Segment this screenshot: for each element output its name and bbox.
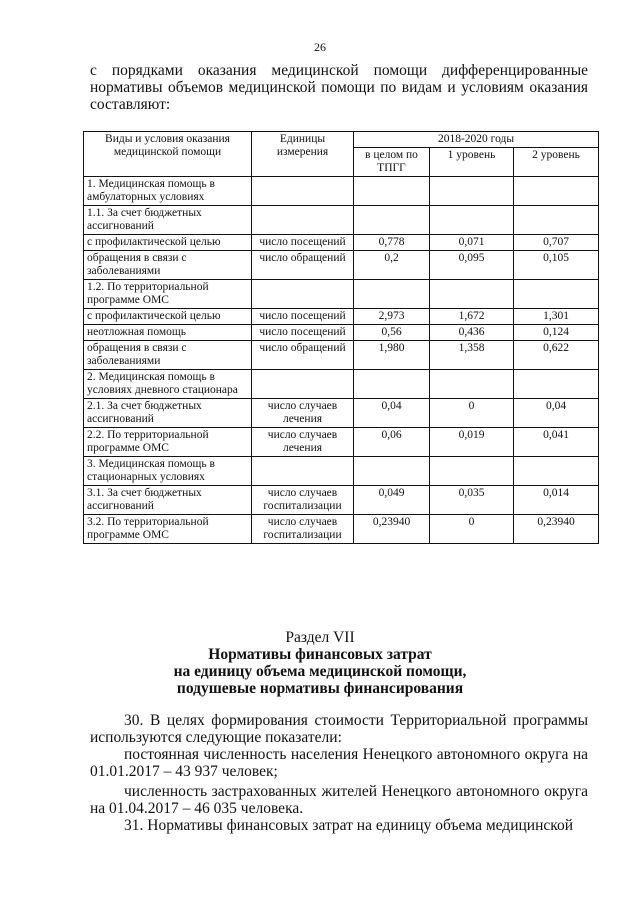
paragraph-31: 31. Нормативы финансовых затрат на единицу объема медицинской xyxy=(124,817,574,834)
section-title-line-1: Нормативы финансовых затрат xyxy=(208,646,432,663)
row-label: обращения в связи с заболеваниями xyxy=(84,341,252,370)
row-total xyxy=(354,206,430,235)
table-row xyxy=(84,177,599,206)
row-level1: 1,358 xyxy=(430,341,514,370)
table-row xyxy=(84,206,599,235)
row-label: 2.1. За счет бюджетных ассигнований xyxy=(84,399,252,428)
row-unit xyxy=(252,370,354,399)
row-unit: число обращений xyxy=(252,251,354,280)
header-type: Виды и условия оказания медицинской помощи xyxy=(84,132,252,177)
row-level1: 0,071 xyxy=(430,235,514,251)
header-period: 2018-2020 годы xyxy=(354,132,599,148)
header-total: в целом по ТПГГ xyxy=(354,148,430,177)
row-unit: число посещений xyxy=(252,235,354,251)
row-total: 0,2 xyxy=(354,251,430,280)
intro-paragraph: с порядками оказания медицинской помощи дифференцированные нормативы объемов медицинской помощи по видам и условиям оказания составляют: xyxy=(90,62,588,113)
row-label: неотложная помощь xyxy=(84,325,252,341)
table-row xyxy=(84,515,599,544)
section-number: Раздел VII xyxy=(285,629,355,646)
table-row xyxy=(84,280,599,309)
row-total: 0,06 xyxy=(354,428,430,457)
row-level1: 0,095 xyxy=(430,251,514,280)
section-heading xyxy=(0,629,640,697)
row-total xyxy=(354,457,430,486)
table-row xyxy=(84,457,599,486)
row-label: 2. Медицинская помощь в условиях дневного стационара xyxy=(84,370,252,399)
row-level1: 0 xyxy=(430,515,514,544)
row-level2: 0,622 xyxy=(514,341,599,370)
row-level2 xyxy=(514,280,599,309)
row-total: 0,778 xyxy=(354,235,430,251)
section-title-line-2: на единицу объема медицинской помощи, xyxy=(173,663,467,680)
row-label: 3.2. По территориальной программе ОМС xyxy=(84,515,252,544)
row-level1: 0,035 xyxy=(430,486,514,515)
row-unit: число случаев госпитализации xyxy=(252,486,354,515)
row-level2 xyxy=(514,206,599,235)
row-unit: число случаев лечения xyxy=(252,428,354,457)
row-total: 0,049 xyxy=(354,486,430,515)
table-row xyxy=(84,251,599,280)
row-unit xyxy=(252,206,354,235)
volume-norms-table xyxy=(83,131,599,544)
row-level2: 0,04 xyxy=(514,399,599,428)
row-label: 3. Медицинская помощь в стационарных условиях xyxy=(84,457,252,486)
row-level2: 0,707 xyxy=(514,235,599,251)
row-level2: 0,105 xyxy=(514,251,599,280)
row-level1: 1,672 xyxy=(430,309,514,325)
paragraph-population: постоянная численность населения Ненецкого автономного округа на 01.01.2017 – 43 937 человек; xyxy=(90,746,588,780)
table-body xyxy=(84,177,599,544)
row-total xyxy=(354,280,430,309)
row-unit: число случаев лечения xyxy=(252,399,354,428)
row-level2 xyxy=(514,457,599,486)
table-row xyxy=(84,309,599,325)
row-total xyxy=(354,370,430,399)
header-unit: Единицы измерения xyxy=(252,132,354,177)
row-level1: 0,436 xyxy=(430,325,514,341)
row-label: обращения в связи с заболеваниями xyxy=(84,251,252,280)
table-row xyxy=(84,370,599,399)
row-label: 1. Медицинская помощь в амбулаторных условиях xyxy=(84,177,252,206)
section-title-line-3: подушевые нормативы финансирования xyxy=(176,680,464,697)
row-level2 xyxy=(514,177,599,206)
row-level2: 0,014 xyxy=(514,486,599,515)
row-level1 xyxy=(430,280,514,309)
row-total: 0,04 xyxy=(354,399,430,428)
table-row xyxy=(84,325,599,341)
row-level2 xyxy=(514,370,599,399)
row-level1 xyxy=(430,457,514,486)
row-level1: 0,019 xyxy=(430,428,514,457)
row-label: с профилактической целью xyxy=(84,309,252,325)
header-level1: 1 уровень xyxy=(430,148,514,177)
table-row xyxy=(84,399,599,428)
paragraph-insured: численность застрахованных жителей Ненецкого автономного округа на 01.04.2017 – 46 035 человека. xyxy=(90,783,588,817)
row-unit: число посещений xyxy=(252,309,354,325)
row-level2: 0,124 xyxy=(514,325,599,341)
body-text xyxy=(90,712,588,834)
row-level2: 1,301 xyxy=(514,309,599,325)
row-total xyxy=(354,177,430,206)
row-total: 1,980 xyxy=(354,341,430,370)
row-label: 1.2. По территориальной программе ОМС xyxy=(84,280,252,309)
row-level1: 0 xyxy=(430,399,514,428)
table-row xyxy=(84,486,599,515)
row-level1 xyxy=(430,206,514,235)
row-total: 0,56 xyxy=(354,325,430,341)
row-total: 2,973 xyxy=(354,309,430,325)
row-level1 xyxy=(430,370,514,399)
row-label: с профилактической целью xyxy=(84,235,252,251)
row-label: 3.1. За счет бюджетных ассигнований xyxy=(84,486,252,515)
header-level2: 2 уровень xyxy=(514,148,599,177)
table-row xyxy=(84,341,599,370)
page-number: 26 xyxy=(314,40,326,54)
row-unit: число обращений xyxy=(252,341,354,370)
row-level2: 0,041 xyxy=(514,428,599,457)
row-unit xyxy=(252,177,354,206)
paragraph-30: 30. В целях формирования стоимости Территориальной программы используются следующие показатели: xyxy=(90,712,588,746)
row-level1 xyxy=(430,177,514,206)
row-label: 2.2. По территориальной программе ОМС xyxy=(84,428,252,457)
table-row xyxy=(84,235,599,251)
row-unit xyxy=(252,280,354,309)
row-unit xyxy=(252,457,354,486)
row-label: 1.1. За счет бюджетных ассигнований xyxy=(84,206,252,235)
table-row xyxy=(84,428,599,457)
row-unit: число посещений xyxy=(252,325,354,341)
row-total: 0,23940 xyxy=(354,515,430,544)
row-level2: 0,23940 xyxy=(514,515,599,544)
row-unit: число случаев госпитализации xyxy=(252,515,354,544)
